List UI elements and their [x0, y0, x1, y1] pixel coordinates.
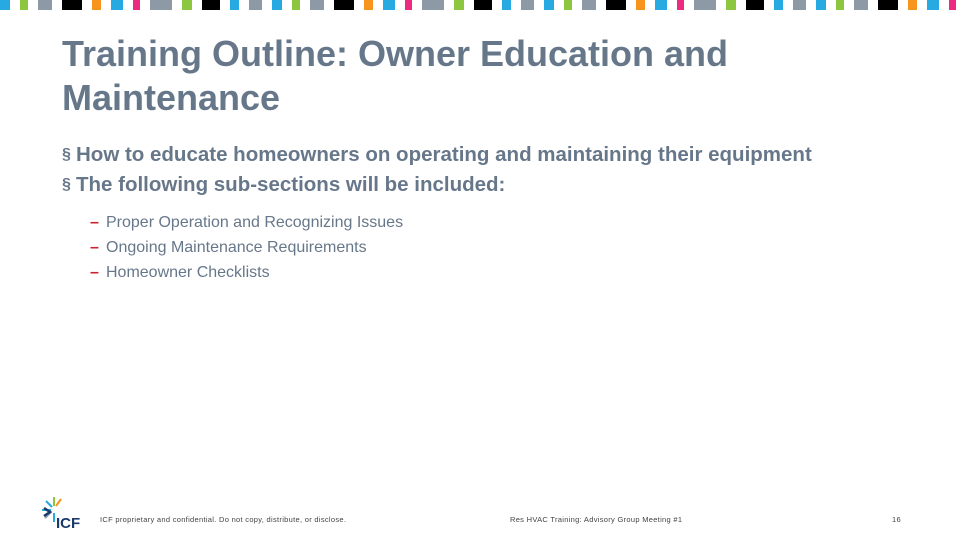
color-bar-segment	[92, 0, 101, 10]
color-bar-segment	[606, 0, 626, 10]
color-bar-segment	[746, 0, 764, 10]
color-bar-segment	[694, 0, 716, 10]
sub-bullet-item	[90, 260, 862, 285]
color-bar-segment	[334, 0, 354, 10]
color-bar-segment	[249, 0, 262, 10]
color-bar-segment	[544, 0, 554, 10]
bullet-marker: §	[62, 176, 71, 193]
decorative-color-bar	[0, 0, 960, 10]
color-bar-segment	[564, 0, 572, 10]
dash-marker: –	[90, 264, 99, 281]
color-bar-segment	[836, 0, 844, 10]
icf-logo	[40, 492, 92, 530]
color-bar-segment	[405, 0, 412, 10]
color-bar-segment	[111, 0, 123, 10]
color-bar-segment	[816, 0, 826, 10]
sub-bullet-text: Homeowner Checklists	[106, 264, 270, 281]
slide-title: Training Outline: Owner Education and Maintenance	[62, 33, 729, 118]
bullet-text: How to educate homeowners on operating and maintaining their equipment	[76, 143, 812, 166]
color-bar-segment	[202, 0, 220, 10]
color-bar-segment	[502, 0, 511, 10]
color-bar-segment	[908, 0, 917, 10]
bullet-item	[62, 140, 862, 170]
color-bar-segment	[949, 0, 956, 10]
color-bar-segment	[474, 0, 492, 10]
bullet-item	[62, 170, 862, 200]
color-bar-segment	[230, 0, 239, 10]
color-bar-segment	[927, 0, 939, 10]
color-bar-segment	[364, 0, 373, 10]
color-bar-segment	[182, 0, 192, 10]
color-bar-segment	[677, 0, 684, 10]
color-bar-segment	[62, 0, 82, 10]
color-bar-segment	[774, 0, 783, 10]
color-bar-segment	[636, 0, 645, 10]
sub-bullet-text: Proper Operation and Recognizing Issues	[106, 214, 404, 231]
sub-bullet-text: Ongoing Maintenance Requirements	[106, 239, 367, 256]
color-bar-segment	[38, 0, 52, 10]
color-bar-segment	[726, 0, 736, 10]
color-bar-segment	[793, 0, 806, 10]
color-bar-segment	[454, 0, 464, 10]
bullet-list	[62, 140, 862, 285]
bullet-marker: §	[62, 146, 71, 163]
color-bar-segment	[878, 0, 898, 10]
dash-marker: –	[90, 214, 99, 231]
color-bar-segment	[854, 0, 868, 10]
color-bar-segment	[422, 0, 444, 10]
logo-wordmark: ICF	[56, 515, 81, 530]
color-bar-segment	[655, 0, 667, 10]
dash-marker: –	[90, 239, 99, 256]
color-bar-segment	[20, 0, 28, 10]
footer-meeting: Res HVAC Training: Advisory Group Meeting #1	[510, 515, 683, 524]
color-bar-segment	[0, 0, 10, 10]
color-bar-segment	[582, 0, 596, 10]
color-bar-segment	[150, 0, 172, 10]
color-bar-segment	[383, 0, 395, 10]
color-bar-segment	[292, 0, 300, 10]
color-bar-segment	[521, 0, 534, 10]
color-bar-segment	[133, 0, 140, 10]
color-bar-segment	[272, 0, 282, 10]
footer-confidential: ICF proprietary and confidential. Do not copy, distribute, or disclose.	[100, 515, 347, 524]
bullet-text: The following sub-sections will be included:	[76, 173, 506, 196]
sub-bullet-item	[90, 210, 862, 235]
sub-bullet-list	[90, 210, 862, 285]
sub-bullet-item	[90, 235, 862, 260]
page-number: 16	[892, 515, 901, 524]
color-bar-segment	[310, 0, 324, 10]
